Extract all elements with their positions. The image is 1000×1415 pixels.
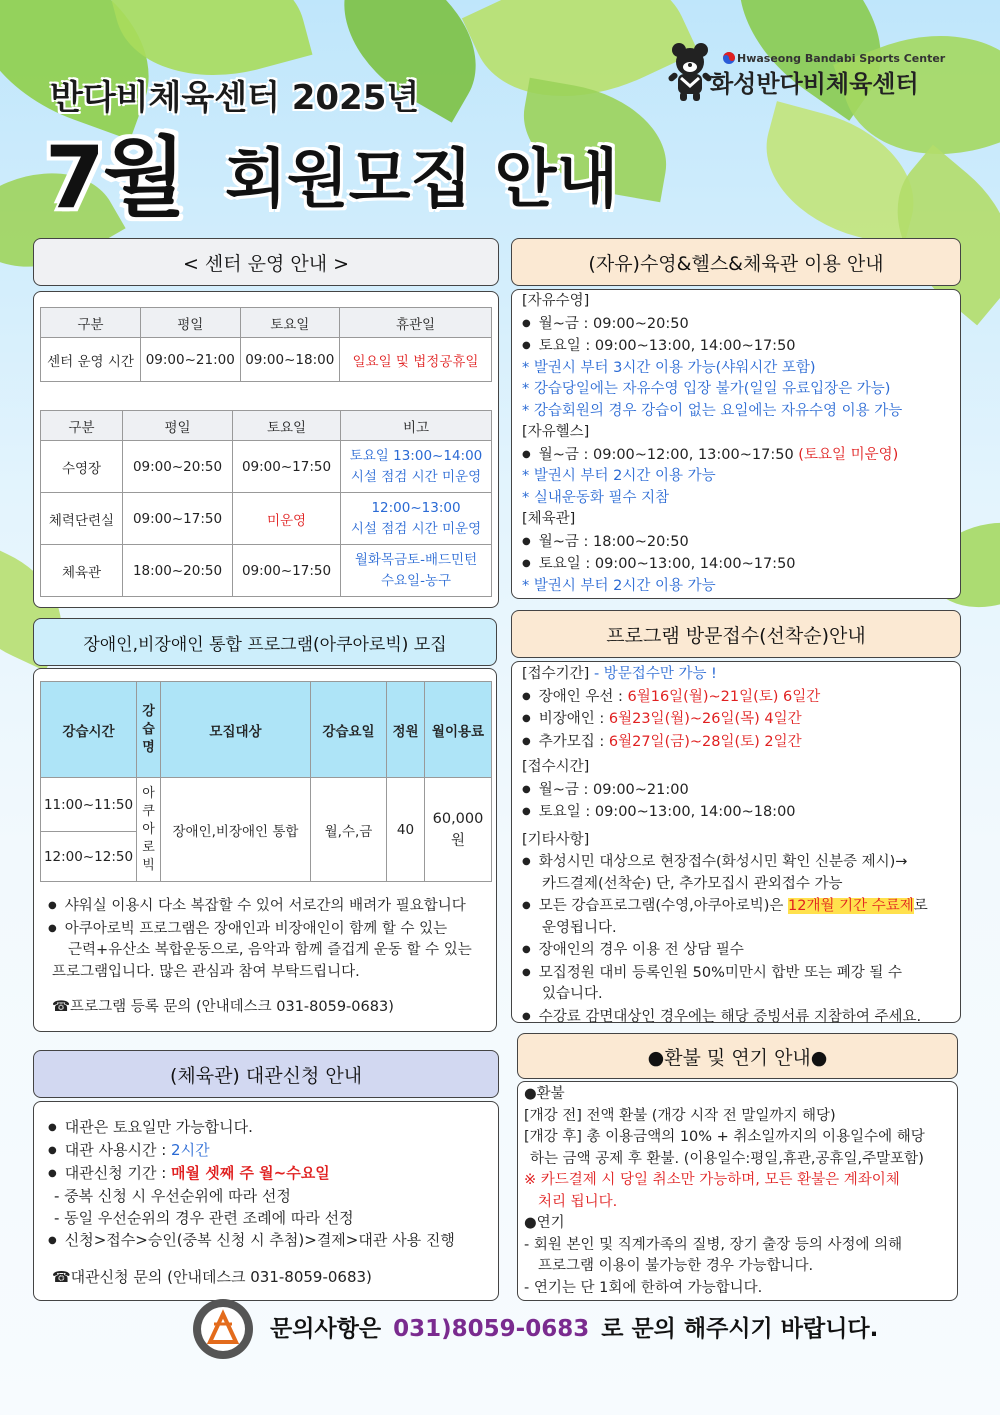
delay-item: 프로그램 이용이 불가능한 경우 가능합니다.: [538, 1258, 814, 1274]
swim-title: [자유수영]: [522, 293, 590, 309]
period-date: 6월23일(월)~26일(목) 4일간: [608, 711, 802, 727]
etc-item: 있습니다.: [542, 986, 603, 1002]
header-subtitle: 반다비체육센터 2025년: [50, 78, 420, 118]
rental-item: - 동일 우선순위의 경우 관련 조례에 따라 선정: [54, 1209, 354, 1227]
footer-prefix: 문의사항은: [270, 1316, 382, 1342]
etc-item: 운영됩니다.: [542, 919, 617, 936]
rental-heading: (체육관) 대관신청 안내: [33, 1050, 499, 1098]
center-logo: [665, 40, 965, 110]
aqua-note: ● 샤워실 이용시 다소 복잡할 수 있어 서로간의 배려가 필요합니다: [48, 895, 493, 918]
logo-english-name: Hwaseong Bandabi Sports Center: [737, 52, 946, 65]
aqua-box: [33, 668, 497, 1032]
table-cell: 09:00~17:50: [233, 545, 341, 597]
operation-heading: < 센터 운영 안내 >: [33, 238, 499, 286]
aqua-contact: ☎프로그램 등록 문의 (안내데스크 031-8059-0683): [52, 999, 394, 1015]
table-cell-line: 시설 점검 시간 미운영: [350, 468, 482, 485]
swim-note: * 강습당일에는 자유수영 입장 불가(일일 유료입장은 가능): [522, 381, 891, 397]
table-header: 정원: [387, 682, 425, 778]
table-cell: 체육관: [41, 545, 123, 597]
visit-heading: 프로그램 방문접수(선착순)안내: [511, 610, 961, 658]
aqua-note: ● 아쿠아로빅 프로그램은 장애인과 비장애인이 함께 할 수 있는: [48, 918, 493, 941]
table-header: 휴관일: [340, 308, 492, 338]
table-cell: 미운영: [233, 493, 341, 545]
free-use-heading: (자유)수영&헬스&체육관 이용 안내: [511, 238, 961, 286]
table-cell-line: 12:00~13:00: [371, 499, 461, 516]
swim-weekday: ● 월~금 : 09:00~20:50: [522, 313, 950, 336]
rental-item: ● 대관은 토요일만 가능합니다.: [48, 1116, 484, 1139]
delay-item: - 회원 본인 및 직계가족의 질병, 장기 출장 등의 사정에 의해: [524, 1236, 903, 1253]
table-cell: 09:00~17:50: [123, 493, 233, 545]
refund-note: 처리 됩니다.: [538, 1193, 618, 1210]
table-cell: 09:00~18:00: [240, 338, 340, 382]
footer-phone: 031)8059-0683: [393, 1316, 590, 1342]
table-cell-line: 월화목금토-배드민턴: [354, 551, 478, 568]
swim-saturday: ● 토요일 : 09:00~13:00, 14:00~17:50: [522, 335, 950, 358]
gym-title: [자유헬스]: [522, 424, 590, 440]
table-cell-line: 토요일 13:00~14:00: [349, 447, 483, 464]
rental-box: [33, 1101, 499, 1301]
etc-item: 로: [913, 898, 928, 914]
period-date: 6월16일(월)~21일(토) 6일간: [627, 688, 821, 705]
hall-saturday: ● 토요일 : 09:00~13:00, 14:00~17:50: [522, 553, 950, 576]
aqua-table: [40, 681, 492, 882]
gym-saturday-note: (토요일 미운영): [798, 446, 899, 463]
etc-item: ● 화성시민 대상으로 현장접수(화성시민 확인 신분증 제시)→: [522, 851, 950, 874]
time-weekday: ● 월~금 : 09:00~21:00: [522, 779, 950, 802]
rental-item: ● 신청>접수>승인(중복 신청 시 추첨)>결제>대관 사용 진행: [48, 1229, 484, 1252]
table-cell: 장애인,비장애인 통합: [161, 778, 311, 882]
operation-box: [33, 291, 499, 608]
rental-label: 대관 사용시간 :: [64, 1141, 172, 1159]
table-header: 평일: [123, 411, 233, 441]
hall-note: * 발권시 부터 2시간 이용 가능: [522, 577, 716, 594]
table-cell: 아쿠아로빅: [137, 778, 161, 882]
aqua-note: 프로그램입니다. 많은 관심과 참여 부탁드립니다.: [52, 963, 360, 980]
gym-note: * 발권시 부터 2시간 이용 가능: [522, 468, 716, 484]
free-use-box: [511, 289, 961, 599]
table-cell-line: 시설 점검 시간 미운영: [350, 520, 482, 537]
table-header: 강습명: [137, 682, 161, 778]
gym-note: * 실내운동화 필수 지참: [522, 489, 670, 506]
rental-label: 대관신청 기간 :: [64, 1164, 172, 1182]
period-title: [접수기간]: [522, 666, 590, 682]
refund-item: [개강 후] 총 이용금액의 10% + 취소일까지의 이용일수에 해당: [524, 1129, 925, 1145]
period-label: 비장애인 :: [538, 711, 609, 727]
table-cell: 09:00~20:50: [123, 441, 233, 493]
gym-weekday: 월~금 : 09:00~12:00, 13:00~17:50: [538, 446, 794, 463]
table-cell: 40: [387, 778, 425, 882]
table-header: 강습요일: [311, 682, 387, 778]
facility-hours-table: [40, 410, 492, 597]
hall-weekday: ● 월~금 : 18:00~20:50: [522, 531, 950, 554]
etc-item: ● 수강료 감면대상인 경우에는 해당 증빙서류 지참하여 주세요.: [522, 1006, 950, 1029]
table-row: [41, 441, 492, 493]
aqua-heading: 장애인,비장애인 통합 프로그램(아쿠아로빅) 모집: [33, 618, 497, 666]
table-cell: 일요일 및 법정공휴일: [340, 338, 492, 382]
etc-item: 모든 강습프로그램(수영,아쿠아로빅)은: [538, 898, 788, 914]
delay-title: ●연기: [524, 1215, 565, 1231]
etc-item: 카드결제(선착순) 단, 추가모집시 관외접수 가능: [542, 875, 843, 892]
table-cell: 12:00~12:50: [41, 832, 137, 882]
swim-note: * 강습회원의 경우 강습이 없는 요일에는 자유수영 이용 가능: [522, 402, 903, 419]
table-header: 비고: [341, 411, 492, 441]
fee-amount: 60,000: [432, 810, 484, 827]
table-cell: 09:00~21:00: [141, 338, 241, 382]
center-emblem-icon: [192, 1298, 254, 1360]
rental-value: 2시간: [171, 1141, 210, 1159]
table-cell: 수영장: [41, 441, 123, 493]
table-cell: 월,수,금: [311, 778, 387, 882]
refund-note: ※ 카드결제 시 당일 취소만 가능하며, 모든 환불은 계좌이체: [524, 1172, 900, 1188]
table-cell: 11:00~11:50: [41, 778, 137, 832]
period-note: - 방문접수만 가능 !: [589, 666, 717, 682]
time-title: [접수시간]: [522, 759, 590, 775]
time-saturday: ● 토요일 : 09:00~13:00, 14:00~18:00: [522, 801, 950, 824]
etc-highlight: 12개월 기간 수료제: [788, 898, 914, 914]
delay-item: - 연기는 단 1회에 한하여 가능합니다.: [524, 1279, 763, 1296]
etc-item: ● 장애인의 경우 이용 전 상담 필수: [522, 939, 950, 962]
fee-unit: 원: [450, 832, 465, 849]
visit-box: [511, 661, 961, 1023]
rental-value: 매월 셋째 주 월~수요일: [171, 1164, 330, 1182]
operation-hours-table: [40, 307, 492, 382]
refund-item: 하는 금액 공제 후 환불. (이용일수:평일,휴관,공휴일,주말포함): [530, 1150, 924, 1167]
refund-heading: ●환불 및 연기 안내●: [517, 1033, 958, 1079]
table-cell-line: 수요일-농구: [380, 572, 452, 589]
logo-korean-name: 화성반다비체육센터: [710, 70, 919, 98]
etc-title: [기타사항]: [522, 831, 590, 848]
refund-item: [개강 전] 전액 환불 (개강 시작 전 말일까지 해당): [524, 1107, 836, 1124]
header-month: 7월: [45, 128, 184, 228]
aqua-note: 근력+유산소 복합운동으로, 음악과 함께 즐겁게 운동 할 수 있는: [68, 942, 472, 958]
table-header: 강습시간: [41, 682, 137, 778]
table-cell: 체력단련실: [41, 493, 123, 545]
footer-suffix: 로 문의 해주시기 바랍니다.: [601, 1316, 879, 1342]
bear-mascot-icon: [665, 40, 715, 102]
header-title: 회원모집 안내: [225, 143, 619, 217]
swim-note: * 발권시 부터 3시간 이용 가능(샤워시간 포함): [522, 359, 816, 376]
period-label: 장애인 우선 :: [538, 688, 628, 705]
rental-item: - 중복 신청 시 우선순위에 따라 선정: [54, 1187, 291, 1205]
table-header: 모집대상: [161, 682, 311, 778]
table-header: 구분: [41, 411, 123, 441]
table-header: 토요일: [233, 411, 341, 441]
etc-item: ● 모집정원 대비 등록인원 50%미만시 합반 또는 폐강 될 수: [522, 962, 950, 985]
table-header: 월이용료: [425, 682, 492, 778]
period-date: 6월27일(금)~28일(토) 2일간: [608, 733, 802, 750]
table-cell: 센터 운영 시간: [41, 338, 141, 382]
table-header: 평일: [141, 308, 241, 338]
table-header: 토요일: [240, 308, 340, 338]
hall-title: [체육관]: [522, 511, 576, 527]
table-cell: 18:00~20:50: [123, 545, 233, 597]
table-row: [41, 545, 492, 597]
refund-title: ●환불: [524, 1086, 565, 1102]
period-label: 추가모집 :: [538, 733, 609, 750]
table-cell: 09:00~17:50: [233, 441, 341, 493]
taegeuk-icon: [723, 52, 735, 64]
footer-contact: [270, 1310, 878, 1343]
rental-contact: ☎대관신청 문의 (안내데스크 031-8059-0683): [52, 1268, 372, 1286]
refund-box: [517, 1081, 958, 1301]
table-header: 구분: [41, 308, 141, 338]
table-row: [41, 493, 492, 545]
